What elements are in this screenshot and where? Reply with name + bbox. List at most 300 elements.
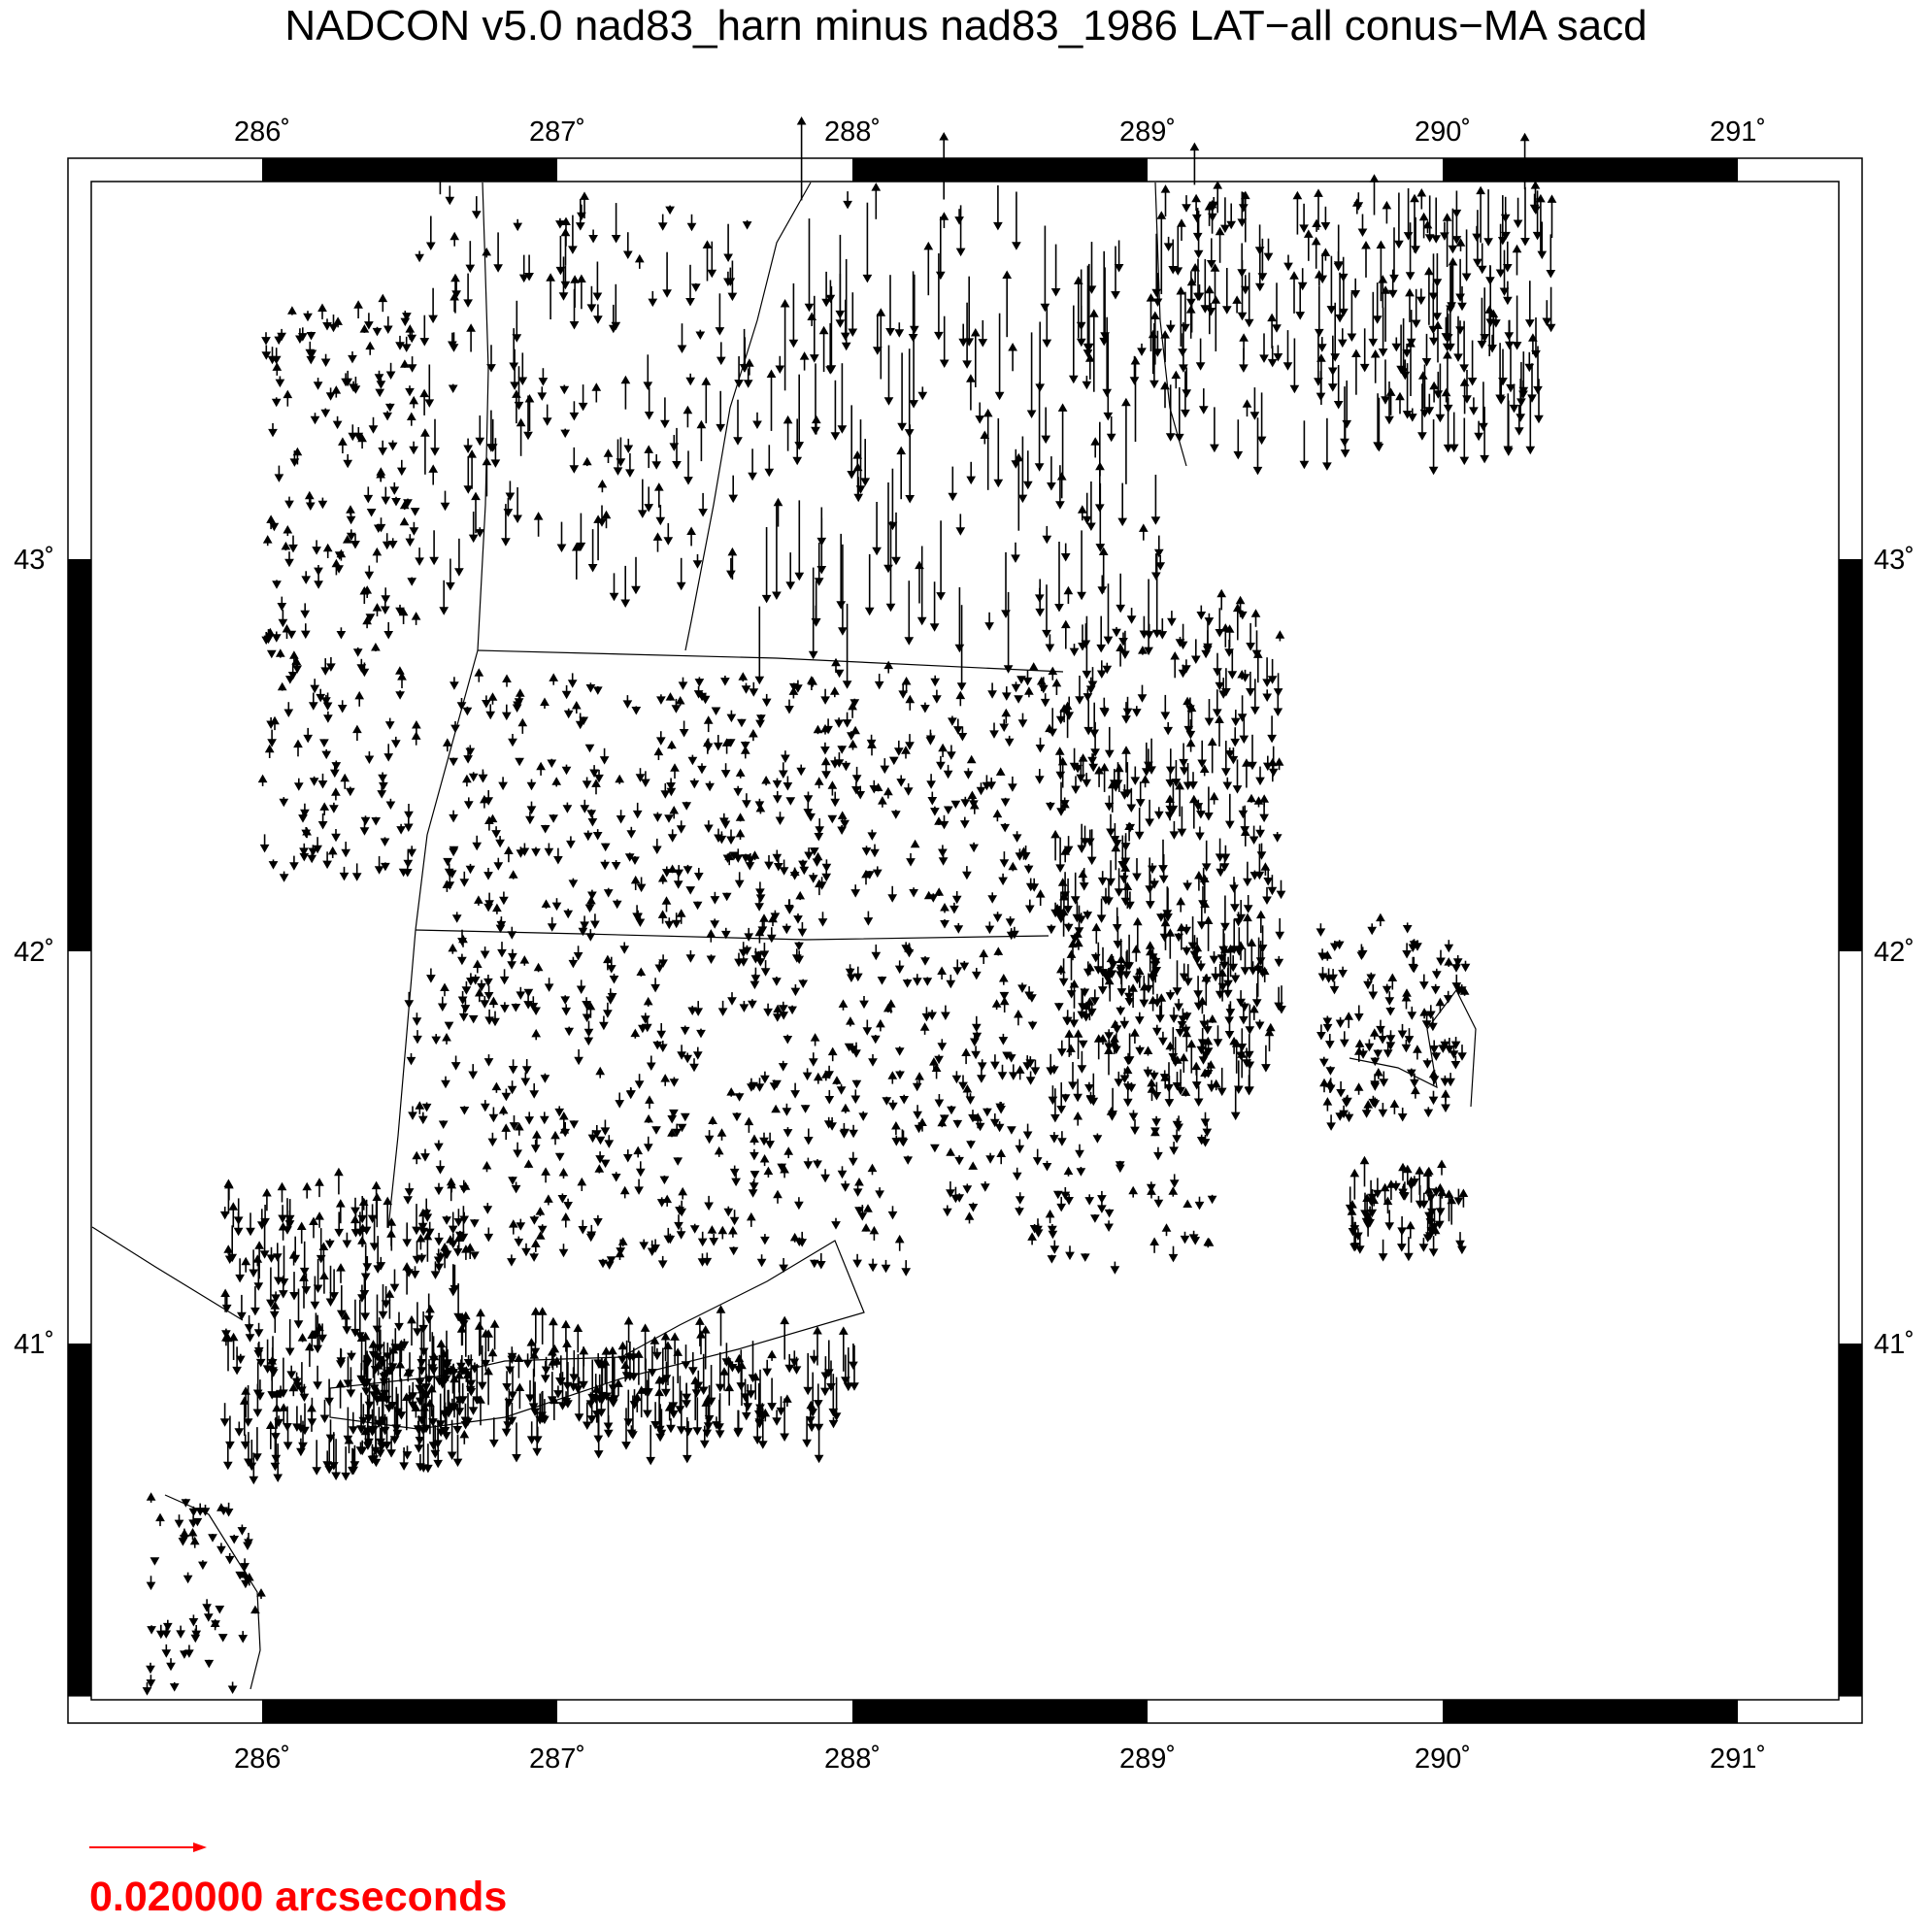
vector-head xyxy=(838,827,846,834)
vector-head xyxy=(1423,359,1431,366)
vector-head xyxy=(396,692,404,699)
vector-head xyxy=(842,1105,849,1112)
vector-head xyxy=(1008,1127,1016,1134)
vector-head xyxy=(525,1117,533,1124)
vector-head xyxy=(412,509,419,515)
vector-head xyxy=(339,706,347,713)
vector-head xyxy=(1148,294,1155,301)
vector-head xyxy=(1193,1082,1201,1089)
vector-head xyxy=(502,1093,510,1100)
vector-head xyxy=(489,693,497,700)
vector-head xyxy=(1117,989,1125,996)
vector-head xyxy=(264,536,272,543)
vector-head xyxy=(583,781,591,788)
vector-head xyxy=(1336,315,1344,321)
vector-head xyxy=(587,305,595,312)
vector-head xyxy=(465,802,473,809)
vector-head xyxy=(1024,1132,1032,1139)
vector-head xyxy=(1226,821,1234,828)
vector-head xyxy=(750,981,758,988)
vector-head xyxy=(1187,1041,1195,1047)
vector-head xyxy=(1001,824,1009,831)
vector-head xyxy=(259,776,267,782)
vector-head xyxy=(816,778,823,784)
vector-head xyxy=(705,716,713,723)
vector-head xyxy=(461,1006,469,1012)
vector-head xyxy=(736,880,744,887)
vector-head xyxy=(1549,195,1556,202)
vector-head xyxy=(1276,631,1283,638)
vector-head xyxy=(421,429,429,436)
vector-head xyxy=(326,1241,334,1247)
vector-head xyxy=(914,979,921,985)
vector-head xyxy=(570,1121,578,1128)
vector-head xyxy=(1079,506,1086,513)
vector-head xyxy=(645,998,652,1005)
vector-head xyxy=(724,254,732,261)
vector-head xyxy=(261,845,269,851)
vector-head xyxy=(578,986,585,993)
vector-head xyxy=(1268,735,1276,742)
vector-head xyxy=(561,282,569,288)
vector-head xyxy=(279,683,286,690)
vector-head xyxy=(331,770,339,777)
vector-head xyxy=(1264,879,1272,885)
vector-head xyxy=(788,1007,796,1013)
vector-head xyxy=(1077,1169,1084,1176)
vector-head xyxy=(1107,829,1115,836)
vector-head xyxy=(1129,984,1137,991)
vector-head xyxy=(1484,239,1492,246)
vector-head xyxy=(1148,1184,1155,1191)
vector-head xyxy=(526,395,534,402)
vector-head xyxy=(516,992,524,999)
vector-head xyxy=(1361,364,1369,371)
vector-head xyxy=(416,558,423,565)
vector-head xyxy=(638,884,646,891)
vector-head xyxy=(586,685,594,692)
vector-head xyxy=(993,1000,1001,1007)
vector-head xyxy=(347,506,354,513)
vector-head xyxy=(1056,747,1064,754)
vector-head xyxy=(512,1005,519,1012)
vector-head xyxy=(642,780,650,786)
vector-head xyxy=(516,758,523,765)
vector-head xyxy=(406,325,414,332)
vector-head xyxy=(560,1169,568,1176)
vector-head xyxy=(446,1022,453,1029)
vector-head xyxy=(1460,457,1468,464)
vector-head xyxy=(684,867,692,874)
vector-head xyxy=(355,692,363,699)
vector-head xyxy=(994,480,1002,486)
vector-head xyxy=(1505,333,1513,340)
vector-head xyxy=(805,1138,813,1145)
vector-head xyxy=(1168,618,1176,625)
vector-head xyxy=(791,988,799,995)
vector-head xyxy=(423,1104,431,1111)
vector-head xyxy=(938,1044,946,1050)
vector-head xyxy=(594,316,602,323)
vector-head xyxy=(799,980,807,987)
vector-head xyxy=(825,1097,833,1104)
vector-head xyxy=(501,1006,509,1012)
vector-head xyxy=(663,290,671,297)
vector-head xyxy=(1413,320,1420,327)
vector-head xyxy=(728,293,736,300)
vector-head xyxy=(1548,324,1555,331)
vector-head xyxy=(501,977,509,983)
vector-head xyxy=(1154,299,1162,306)
vector-head xyxy=(408,849,416,856)
vector-head xyxy=(1157,212,1165,218)
vector-head xyxy=(1342,450,1349,457)
vector-head xyxy=(985,623,993,630)
vector-head xyxy=(958,683,966,690)
vector-head xyxy=(1101,764,1109,771)
vector-head xyxy=(586,934,594,941)
vector-head xyxy=(1300,225,1308,232)
vector-head xyxy=(1099,878,1107,884)
vector-head xyxy=(1406,289,1414,296)
vector-head xyxy=(864,918,872,925)
vector-head xyxy=(1043,536,1050,543)
vector-head xyxy=(1152,1119,1160,1126)
vector-head xyxy=(837,602,845,609)
vector-head xyxy=(1474,259,1482,266)
vector-head xyxy=(1478,342,1485,348)
vector-head xyxy=(994,914,1002,921)
vector-head xyxy=(634,811,642,817)
vector-head xyxy=(307,356,315,363)
vector-head xyxy=(1048,1256,1055,1263)
vector-head xyxy=(435,1264,443,1271)
vector-head xyxy=(287,1372,295,1378)
vector-head xyxy=(462,987,470,994)
vector-head xyxy=(502,1124,510,1131)
vector-head xyxy=(587,811,595,817)
vector-head xyxy=(453,915,461,922)
vector-head xyxy=(1139,695,1147,702)
vector-head xyxy=(661,791,669,798)
vector-head xyxy=(1000,860,1008,867)
vector-head xyxy=(482,1104,489,1111)
vector-head xyxy=(545,848,552,855)
vector-head xyxy=(322,359,330,366)
vector-head xyxy=(401,360,409,367)
vector-head xyxy=(1261,863,1269,870)
vector-head xyxy=(1085,1085,1093,1092)
vector-head xyxy=(520,275,528,282)
vector-head xyxy=(558,1196,566,1203)
vector-head xyxy=(1059,404,1067,411)
vector-head xyxy=(464,756,472,763)
vector-head xyxy=(833,1077,841,1083)
vector-head xyxy=(1214,182,1221,188)
vector-head xyxy=(938,968,946,975)
vector-head xyxy=(1235,948,1243,955)
vector-head xyxy=(1252,610,1260,616)
vector-head xyxy=(463,708,471,714)
vector-head xyxy=(1418,433,1426,440)
vector-head xyxy=(392,499,400,506)
vector-head xyxy=(1318,345,1326,351)
vector-head xyxy=(871,849,879,856)
vector-head xyxy=(836,320,844,327)
vector-head xyxy=(1385,416,1393,423)
vector-head xyxy=(449,1452,456,1459)
vector-head xyxy=(426,1400,434,1407)
vector-head xyxy=(1176,434,1183,441)
vector-head xyxy=(764,1009,772,1015)
vector-head xyxy=(1130,1113,1138,1120)
vector-head xyxy=(821,1175,829,1181)
vector-head xyxy=(1133,874,1141,880)
vector-head xyxy=(757,895,765,902)
vector-head xyxy=(1026,906,1034,913)
vector-head xyxy=(611,593,618,600)
vector-head xyxy=(1256,830,1264,837)
vector-head xyxy=(1265,253,1273,260)
vector-head xyxy=(1034,1158,1042,1165)
vector-head xyxy=(1083,780,1090,786)
vector-head xyxy=(278,604,285,611)
vector-head xyxy=(578,1178,585,1185)
vector-head xyxy=(318,501,326,508)
vector-head xyxy=(761,1076,769,1082)
vector-head xyxy=(413,1227,420,1234)
vector-head xyxy=(1138,348,1146,355)
vector-head xyxy=(403,345,411,351)
vector-head xyxy=(492,1083,500,1090)
vector-head xyxy=(659,1261,667,1268)
vector-head xyxy=(1352,350,1360,357)
vector-head xyxy=(562,1008,570,1014)
vector-head xyxy=(904,1157,912,1164)
vector-head xyxy=(443,1217,450,1224)
vector-head xyxy=(1213,1080,1220,1087)
vector-head xyxy=(1182,410,1189,416)
vector-head xyxy=(863,275,871,282)
vector-head xyxy=(1170,1147,1178,1154)
vector-head xyxy=(912,841,919,847)
vector-head xyxy=(1145,1047,1152,1054)
vector-head xyxy=(978,1076,985,1082)
vector-head xyxy=(674,1158,682,1165)
vector-head xyxy=(1469,379,1477,385)
vector-head xyxy=(1177,287,1184,294)
vector-head xyxy=(994,947,1002,954)
vector-head xyxy=(302,631,310,638)
vector-head xyxy=(743,686,750,693)
vector-head xyxy=(1092,924,1100,931)
vector-head xyxy=(698,766,706,773)
vector-head xyxy=(906,696,914,703)
vector-head xyxy=(386,722,394,729)
vector-head xyxy=(429,315,437,322)
vector-head xyxy=(314,1345,321,1352)
vector-head xyxy=(1048,483,1055,490)
vector-head xyxy=(1111,1035,1118,1042)
vector-head xyxy=(872,183,880,190)
vector-head xyxy=(516,689,524,696)
vector-head xyxy=(1128,616,1136,623)
vector-head xyxy=(567,841,575,847)
vector-head xyxy=(694,1052,702,1059)
vector-head xyxy=(1171,1180,1179,1187)
vector-head xyxy=(735,381,743,387)
vector-head xyxy=(444,858,451,865)
vector-head xyxy=(964,772,972,779)
vector-head xyxy=(854,494,862,501)
vector-head xyxy=(839,812,847,818)
vector-head xyxy=(528,807,536,813)
vector-head xyxy=(1083,516,1091,523)
vector-head xyxy=(569,960,577,967)
vector-head xyxy=(706,1136,714,1143)
vector-head xyxy=(1018,985,1026,992)
vector-head xyxy=(1211,445,1218,451)
vector-head xyxy=(1359,229,1367,236)
vector-head xyxy=(949,718,956,725)
vector-head xyxy=(1042,436,1049,443)
vector-head xyxy=(798,117,806,124)
vector-head xyxy=(648,1063,655,1070)
vector-head xyxy=(1263,680,1271,686)
vector-head xyxy=(410,447,417,453)
vector-head xyxy=(1192,1063,1200,1070)
vector-head xyxy=(678,826,685,833)
vector-head xyxy=(734,788,742,795)
vector-head xyxy=(401,518,409,525)
vector-head xyxy=(594,833,602,840)
vector-head xyxy=(542,1168,550,1175)
vector-head xyxy=(666,207,674,214)
vector-head xyxy=(828,815,836,822)
vector-head xyxy=(379,448,386,455)
vector-head xyxy=(1276,932,1283,939)
vector-head xyxy=(1197,613,1205,619)
vector-head xyxy=(665,921,673,928)
vector-head xyxy=(409,1112,416,1119)
vector-head xyxy=(721,821,729,828)
vector-head xyxy=(473,843,481,849)
vector-head xyxy=(588,819,596,826)
vector-head xyxy=(1116,889,1123,896)
vector-head xyxy=(311,1302,318,1309)
vector-head xyxy=(862,1224,870,1231)
vector-head xyxy=(828,781,836,788)
vector-head xyxy=(773,854,781,861)
vector-head xyxy=(690,1064,698,1071)
vector-head xyxy=(1444,351,1451,358)
vector-head xyxy=(902,1269,910,1276)
vector-head xyxy=(889,1211,897,1218)
vector-head xyxy=(1200,407,1208,414)
vector-head xyxy=(452,1063,460,1070)
vector-head xyxy=(463,776,471,782)
vector-head xyxy=(1167,434,1175,441)
vector-head xyxy=(1534,386,1542,393)
vector-head xyxy=(1028,1233,1036,1240)
vector-head xyxy=(1444,214,1451,220)
vector-head xyxy=(1407,273,1415,280)
vector-head xyxy=(888,895,896,902)
vector-head xyxy=(924,243,932,249)
vector-head xyxy=(1196,833,1204,840)
vector-head xyxy=(486,712,494,718)
vector-head xyxy=(523,1067,531,1074)
vector-head xyxy=(494,863,502,870)
vector-head xyxy=(450,345,458,351)
vector-head xyxy=(1374,316,1382,323)
vector-head xyxy=(859,1113,867,1120)
vector-head xyxy=(1036,609,1044,615)
vector-head xyxy=(716,1147,723,1154)
vector-head xyxy=(836,311,844,317)
vector-head xyxy=(272,1455,280,1462)
vector-head xyxy=(1235,918,1243,925)
vector-head xyxy=(829,1048,837,1055)
vector-head xyxy=(587,897,595,904)
vector-head xyxy=(409,365,416,372)
vector-head xyxy=(1454,354,1462,361)
vector-head xyxy=(405,812,413,818)
vector-head xyxy=(820,327,828,334)
vector-head xyxy=(749,473,756,480)
vector-head xyxy=(775,499,783,506)
vector-head xyxy=(892,1122,900,1129)
vector-head xyxy=(365,572,373,579)
vector-head xyxy=(921,706,929,713)
vector-head xyxy=(1170,1015,1178,1022)
vector-head xyxy=(1197,964,1205,971)
vector-head xyxy=(686,378,694,384)
vector-head xyxy=(1233,296,1241,303)
vector-head xyxy=(923,979,931,985)
vector-head xyxy=(577,223,584,230)
vector-head xyxy=(1276,758,1283,765)
vector-head xyxy=(941,921,949,928)
vector-head xyxy=(1091,1215,1099,1222)
plot-title: NADCON v5.0 nad83_harn minus nad83_1986 LAT−all conus−MA sacd xyxy=(284,2,1648,50)
vector-head xyxy=(1239,313,1247,319)
vector-head xyxy=(1002,710,1010,716)
vector-head xyxy=(361,1313,369,1320)
vector-head xyxy=(608,966,616,973)
vector-head xyxy=(1058,473,1066,480)
vector-head xyxy=(1132,357,1140,364)
vector-head xyxy=(398,468,406,475)
vector-head xyxy=(696,332,704,339)
vector-head xyxy=(302,577,310,583)
vector-head xyxy=(1267,1024,1275,1031)
vector-head xyxy=(1351,291,1359,298)
vector-head xyxy=(354,649,362,656)
vector-head xyxy=(1132,946,1140,952)
vector-head xyxy=(1205,917,1213,924)
vector-head xyxy=(1105,1047,1113,1054)
vector-head xyxy=(454,1249,462,1256)
vector-head xyxy=(918,392,926,399)
vector-head xyxy=(470,1015,478,1022)
vector-head xyxy=(578,276,585,282)
vector-head xyxy=(632,586,640,593)
vector-head xyxy=(384,632,392,639)
vector-head xyxy=(315,581,322,588)
vector-head xyxy=(1193,215,1201,221)
vector-head xyxy=(515,1239,522,1245)
